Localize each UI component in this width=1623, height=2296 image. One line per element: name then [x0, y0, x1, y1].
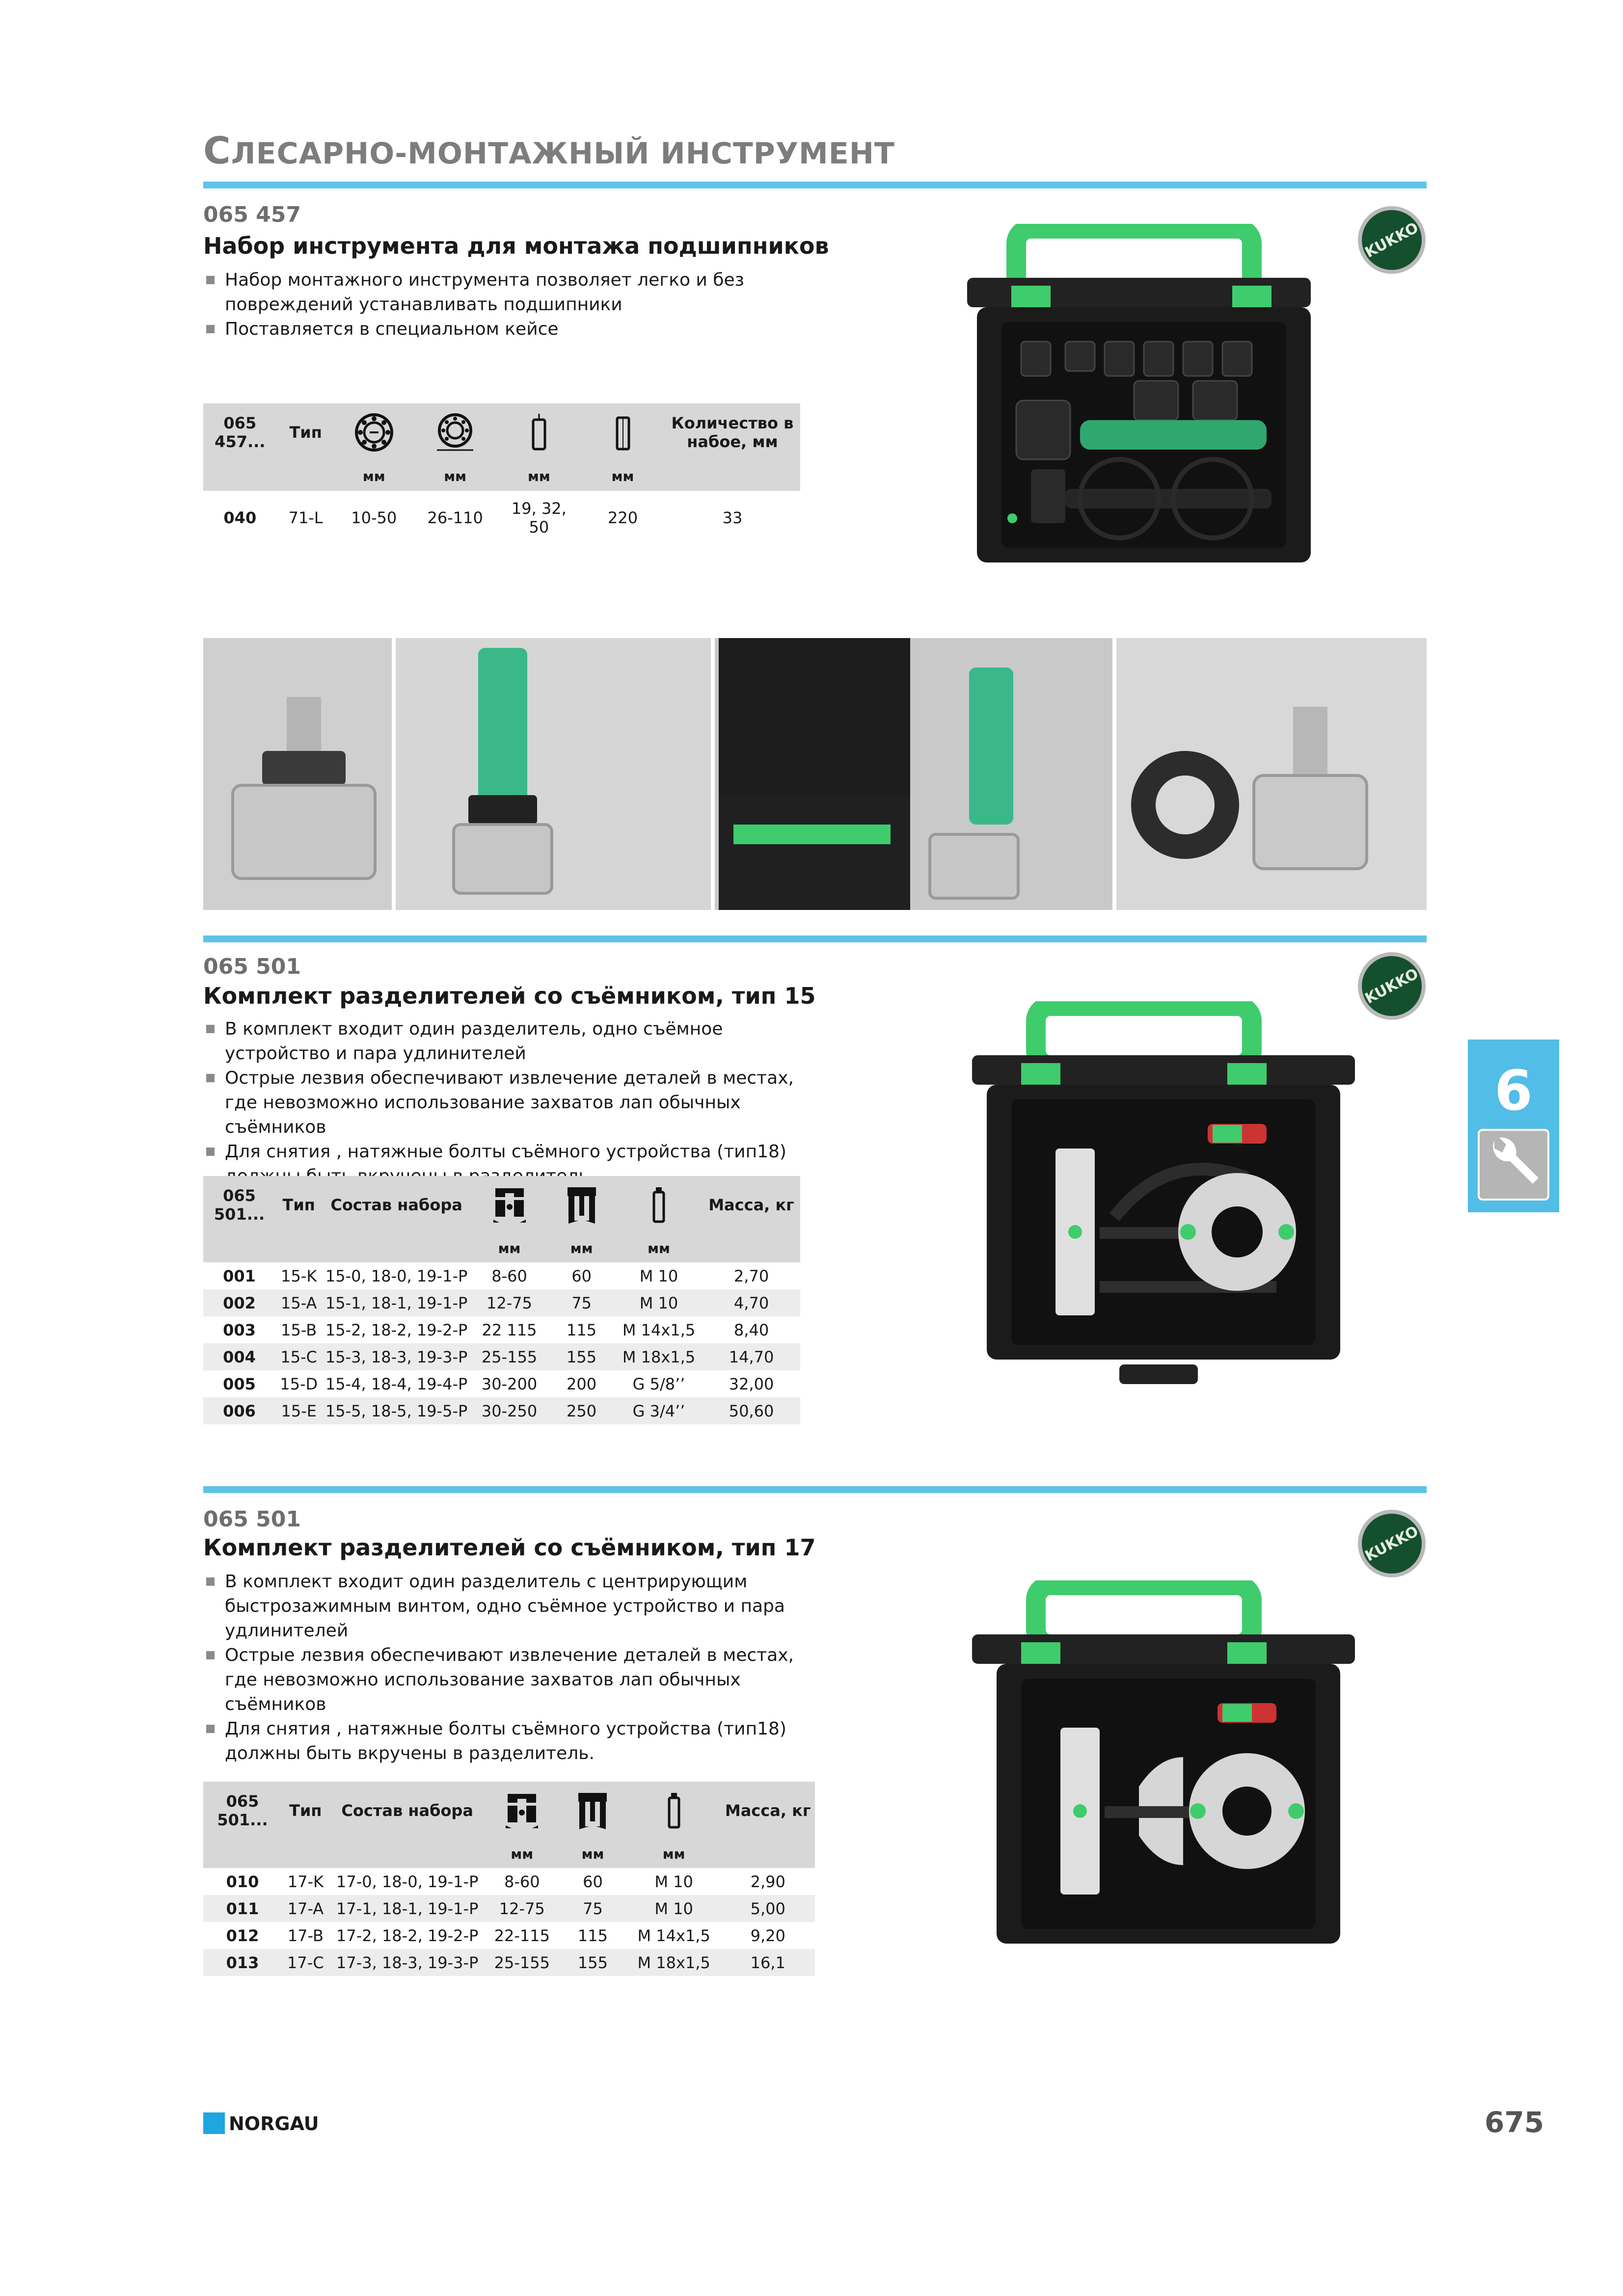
wrench-icon — [1478, 1129, 1549, 1201]
table-row: 003 15-B 15-2, 18-2, 19-2-P 22 115 115 M 14x1,5 8,40 — [223, 1320, 769, 1339]
unit-label: мм — [581, 461, 665, 491]
brand-square-icon — [203, 2112, 225, 2134]
spec-table — [203, 403, 800, 545]
product-code: 065 457 — [203, 202, 301, 227]
bullet-item: Набор монтажного инструмента позволяет легко и без повреждений устанавливать подшипники — [203, 268, 817, 317]
table-header — [627, 1782, 721, 1840]
table-cell: 71-L — [288, 508, 323, 527]
table-header — [486, 1782, 559, 1840]
table-header: Тип — [275, 1176, 322, 1234]
bearing-diameter-icon — [431, 413, 479, 452]
table-row: 011 17-A 17-1, 18-1, 19-1-P 12-75 75 M 10 5,00 — [203, 1895, 815, 1922]
section-rule — [203, 935, 1427, 942]
tube-icon — [613, 413, 633, 452]
product-bullets — [203, 1017, 817, 1189]
separator-icon — [492, 1185, 527, 1225]
puller-icon — [565, 1185, 599, 1225]
page-number: 675 — [1485, 2106, 1544, 2139]
table-header: 065 501... — [203, 1782, 282, 1840]
table-header — [471, 1176, 548, 1234]
table-header — [335, 403, 413, 461]
puller-icon — [575, 1791, 610, 1830]
unit-label: мм — [335, 461, 413, 491]
sleeve-icon — [529, 413, 549, 452]
table-header — [497, 403, 581, 461]
kukko-logo: KUKKO — [1358, 206, 1426, 274]
table-header: Масса, кг — [721, 1782, 815, 1840]
bullet-item: Для снятия , натяжные болты съёмного устройства (тип18) — [203, 1140, 817, 1189]
table-row: 005 15-D 15-4, 18-4, 19-4-P 30-200 200 G 5/8’’ 32,00 — [223, 1374, 774, 1393]
table-cell: 26-110 — [427, 508, 483, 527]
table-row: 001 15-K 15-0, 18-0, 19-1-P 8-60 60 M 10 2,70 — [223, 1266, 769, 1285]
product-bullets — [203, 1570, 817, 1766]
table-row: 013 17-C 17-3, 18-3, 19-3-P 25-155 155 M 18x1,5 16,1 — [203, 1949, 815, 1976]
table-header: Тип — [282, 1782, 329, 1840]
page-header-rest: ЛЕСАРНО-МОНТАЖНЫЙ ИНСТРУМЕНТ — [231, 136, 895, 171]
bullet-item: Поставляется в специальном кейсе — [203, 317, 817, 342]
bullet-item: Острые лезвия обеспечивают извлечение деталей в местах, где невозможно использование захватов лап обычных съёмников — [203, 1643, 817, 1717]
product-code: 065 501 — [203, 1507, 301, 1532]
spec-table — [203, 1782, 815, 1976]
table-header — [413, 403, 497, 461]
unit-label: мм — [615, 1234, 703, 1262]
table-row: 004 15-C 15-3, 18-3, 19-3-P 25-155 155 M 18x1,5 14,70 — [203, 1343, 800, 1370]
chapter-tab[interactable] — [1468, 1040, 1559, 1212]
table-header — [559, 1782, 627, 1840]
table-header: 065 457... — [203, 403, 277, 461]
separator-icon — [505, 1791, 539, 1830]
table-cell: 220 — [608, 508, 638, 527]
page-header — [203, 129, 895, 172]
table-cell: 040 — [223, 508, 257, 527]
page-header-cap: С — [203, 129, 231, 172]
usage-photo-strip — [203, 638, 1427, 910]
table-header: Тип — [277, 403, 335, 461]
table-header: Количество в набое, мм — [665, 403, 800, 461]
table-header: Масса, кг — [703, 1176, 800, 1234]
product-title: Комплект разделителей со съёмником, тип 17 — [203, 1534, 816, 1561]
ball-bearing-icon — [350, 413, 398, 452]
unit-label: мм — [559, 1840, 627, 1868]
table-header — [548, 1176, 615, 1234]
kukko-logo: KUKKO — [1358, 952, 1426, 1020]
spec-table — [203, 1176, 800, 1424]
table-cell: 10-50 — [351, 508, 397, 527]
product-title: Набор инструмента для монтажа подшипников — [203, 233, 829, 259]
table-cell: 19, 32, 50 — [511, 499, 567, 536]
table-header: Состав набора — [329, 1782, 486, 1840]
chapter-number: 6 — [1494, 1059, 1533, 1123]
separator-kit-type15-case-image — [972, 1001, 1365, 1384]
kukko-logo: KUKKO — [1358, 1510, 1426, 1577]
product-bullets — [203, 268, 817, 342]
unit-label: мм — [548, 1234, 615, 1262]
bearing-kit-case-image — [957, 224, 1350, 572]
bolt-icon — [649, 1185, 669, 1225]
unit-label: мм — [497, 461, 581, 491]
unit-label: мм — [486, 1840, 559, 1868]
separator-kit-type17-case-image — [972, 1580, 1365, 1953]
footer-brand: NORGAU — [203, 2112, 319, 2135]
section-rule — [203, 1486, 1427, 1493]
unit-label: мм — [413, 461, 497, 491]
product-title: Комплект разделителей со съёмником, тип 15 — [203, 983, 816, 1009]
bullet-item: В комплект входит один разделитель с центрирующим быстрозажимным винтом, одно съёмное устройство и пара удлинителей — [203, 1570, 817, 1643]
table-row: 012 17-B 17-2, 18-2, 19-2-P 22-115 115 M 14x1,5 9,20 — [226, 1926, 785, 1945]
bullet-item: Для снятия , натяжные болты съёмного устройства (тип18) должны быть вкручены в разделитель. — [203, 1717, 817, 1766]
unit-label: мм — [627, 1840, 721, 1868]
table-header — [615, 1176, 703, 1234]
bullet-item: Острые лезвия обеспечивают извлечение деталей в местах, где невозможно использование захватов лап обычных съёмников — [203, 1066, 817, 1140]
table-cell: 33 — [722, 508, 743, 527]
bullet-item: В комплект входит один разделитель, одно съёмное устройство и пара удлинителей — [203, 1017, 817, 1066]
table-row: 002 15-A 15-1, 18-1, 19-1-P 12-75 75 M 10 4,70 — [203, 1289, 800, 1316]
table-header: 065 501... — [203, 1176, 275, 1234]
table-header — [581, 403, 665, 461]
section-rule — [203, 182, 1427, 188]
table-row: 006 15-E 15-5, 18-5, 19-5-P 30-250 250 G 3/4’’ 50,60 — [203, 1397, 800, 1424]
table-row: 010 17-K 17-0, 18-0, 19-1-P 8-60 60 M 10 2,90 — [226, 1872, 785, 1891]
bolt-icon — [664, 1791, 684, 1830]
unit-label: мм — [471, 1234, 548, 1262]
table-header: Состав набора — [322, 1176, 470, 1234]
product-code: 065 501 — [203, 954, 301, 979]
